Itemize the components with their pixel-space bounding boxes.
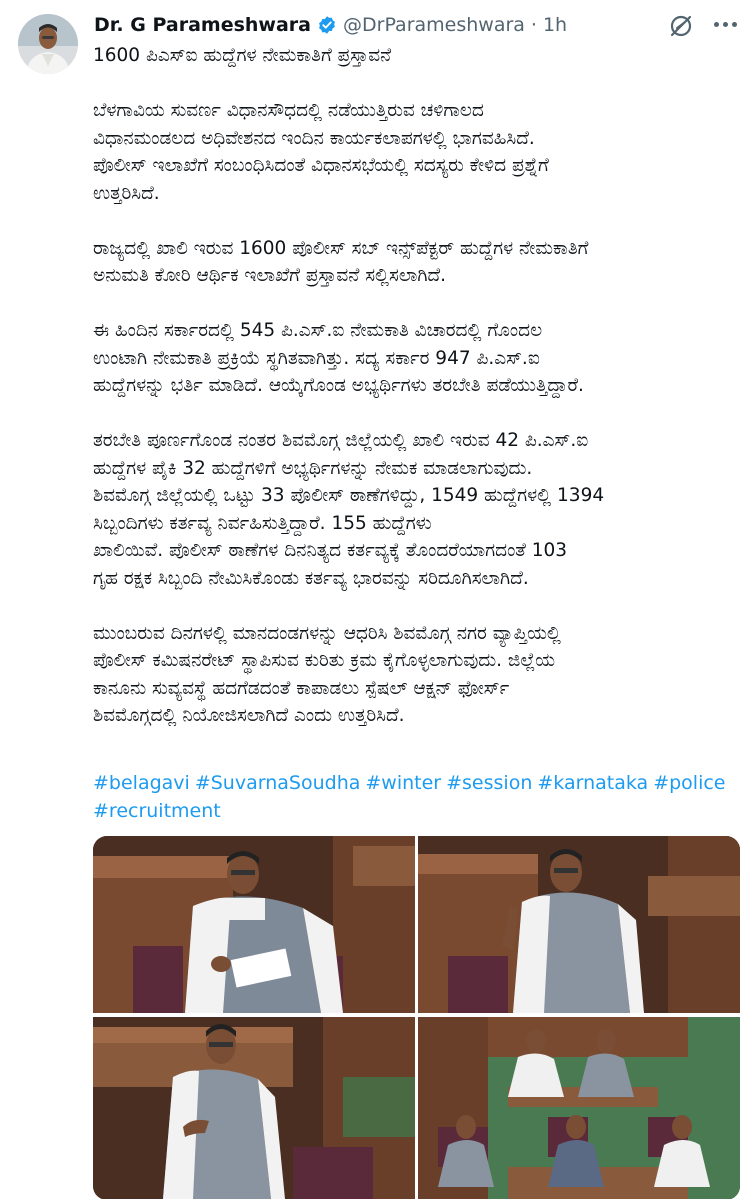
media-photo[interactable] xyxy=(418,1017,740,1199)
hashtag-link[interactable]: #recruitment xyxy=(93,800,221,822)
post-paragraph: ಬೆಳಗಾವಿಯ ಸುವರ್ಣ ವಿಧಾನಸೌಧದಲ್ಲಿ ನಡೆಯುತ್ತಿರುವ ಚಳಿಗಾಲದ ವಿಧಾನಮಂಡಲದ ಅಧಿವೇಶನದ ಇಂದಿನ ಕಾರ್ಯಕಲಾಪಗಳಲ್ಲಿ ಭಾಗವಹಿಸಿದೆ. ಪೊಲೀಸ್ ಇಲಾಖೆಗೆ ಸಂಬಂಧಿಸಿದಂತೆ ವಿಧಾನಸಭೆಯಲ್ಲಿ ಸದಸ್ಯರು ಕೇಳಿದ ಪ್ರಶ್ನೆಗೆ ಉತ್ತರಿಸಿದೆ. xyxy=(93,100,549,204)
tweet-header xyxy=(94,10,567,40)
author-handle[interactable]: @DrParameshwara xyxy=(343,14,525,36)
post-time[interactable]: 1h xyxy=(542,14,568,36)
hashtag-list xyxy=(93,769,745,825)
hashtag-link[interactable]: #session xyxy=(446,772,533,794)
post-paragraph: ರಾಜ್ಯದಲ್ಲಿ ಖಾಲಿ ಇರುವ 1600 ಪೊಲೀಸ್ ಸಬ್ ಇನ್ಸ್‌ಪೆಕ್ಟರ್ ಹುದ್ದೆಗಳ ನೇಮಕಾತಿಗೆ ಅನುಮತಿ ಕೋರಿ ಆರ್ಥಿಕ ಇಲಾಖೆಗೆ ಪ್ರಸ್ತಾವನೆ ಸಲ್ಲಿಸಲಾಗಿದೆ. xyxy=(93,237,589,286)
grok-icon[interactable] xyxy=(668,13,694,39)
hashtag-link[interactable]: #police xyxy=(653,772,726,794)
verified-badge-icon xyxy=(317,15,337,35)
hashtag-link[interactable]: #SuvarnaSoudha xyxy=(194,772,361,794)
media-photo[interactable] xyxy=(418,836,740,1013)
post-paragraph: ಈ ಹಿಂದಿನ ಸರ್ಕಾರದಲ್ಲಿ 545 ಪಿ.ಎಸ್.ಐ ನೇಮಕಾತಿ ವಿಚಾರದಲ್ಲಿ ಗೊಂದಲ ಉಂಟಾಗಿ ನೇಮಕಾತಿ ಪ್ರಕ್ರಿಯೆ ಸ್ಥಗಿತವಾಗಿತ್ತು. ಸದ್ಯ ಸರ್ಕಾರ 947 ಪಿ.ಎಸ್.ಐ ಹುದ್ದೆಗಳನ್ನು ಭರ್ತಿ ಮಾಡಿದೆ. ಆಯ್ಕೆಗೊಂಡ ಅಭ್ಯರ್ಥಿಗಳು ತರಬೇತಿ ಪಡೆಯುತ್ತಿದ್ದಾರೆ. xyxy=(93,320,584,396)
media-photo[interactable] xyxy=(93,836,415,1013)
post-paragraph: ತರಬೇತಿ ಪೂರ್ಣಗೊಂಡ ನಂತರ ಶಿವಮೊಗ್ಗ ಜಿಲ್ಲೆಯಲ್ಲಿ ಖಾಲಿ ಇರುವ 42 ಪಿ.ಎಸ್.ಐ ಹುದ್ದೆಗಳ ಪೈಕಿ 32 ಹುದ್ದೆಗಳಿಗೆ ಅಭ್ಯರ್ಥಿಗಳನ್ನು ನೇಮಕ ಮಾಡಲಾಗುವುದು. ಶಿವಮೊಗ್ಗ ಜಿಲ್ಲೆಯಲ್ಲಿ ಒಟ್ಟು 33 ಪೊಲೀಸ್ ಠಾಣೆಗಳಿದ್ದು, 1549 ಹುದ್ದೆಗಳಲ್ಲಿ 1394 ಸಿಬ್ಬಂದಿಗಳು ಕರ್ತವ್ಯ ನಿರ್ವಹಿಸುತ್ತಿದ್ದಾರೆ. 155 ಹುದ್ದೆಗಳು ಖಾಲಿಯಿವೆ. ಪೊಲೀಸ್ ಠಾಣೆಗಳ ದಿನನಿತ್ಯದ ಕರ್ತವ್ಯಕ್ಕೆ ತೊಂದರೆಯಾಗದಂತೆ 103 ಗೃಹ ರಕ್ಷಕ ಸಿಬ್ಬಂದಿ ನೇಮಿಸಿಕೊಂಡು ಕರ್ತವ್ಯ ಭಾರವನ್ನು ಸರಿದೂಗಿಸಲಾಗಿದೆ. xyxy=(93,430,605,589)
avatar[interactable] xyxy=(18,14,78,74)
tweet-text xyxy=(93,42,745,730)
hashtag-link[interactable]: #winter xyxy=(365,772,442,794)
header-separator: · xyxy=(530,14,537,36)
media-grid xyxy=(93,836,740,1200)
hashtag-link[interactable]: #karnataka xyxy=(537,772,649,794)
author-name[interactable]: Dr. G Parameshwara xyxy=(94,14,311,36)
media-photo[interactable] xyxy=(93,1017,415,1199)
more-options-icon[interactable] xyxy=(714,12,737,37)
hashtag-link[interactable]: #belagavi xyxy=(93,772,190,794)
post-paragraph: ಮುಂಬರುವ ದಿನಗಳಲ್ಲಿ ಮಾನದಂಡಗಳನ್ನು ಆಧರಿಸಿ ಶಿವಮೊಗ್ಗ ನಗರ ವ್ಯಾಪ್ತಿಯಲ್ಲಿ ಪೊಲೀಸ್ ಕಮಿಷನರೇಟ್ ಸ್ಥಾಪಿಸುವ ಕುರಿತು ಕ್ರಮ ಕೈಗೊಳ್ಳಲಾಗುವುದು. ಜಿಲ್ಲೆಯ ಕಾನೂನು ಸುವ್ಯವಸ್ಥೆ ಹದಗೆಡದಂತೆ ಕಾಪಾಡಲು ಸ್ಪೆಷಲ್ ಆಕ್ಷನ್ ಫೋರ್ಸ್ ಶಿವಮೊಗ್ಗದಲ್ಲಿ ನಿಯೋಜಿಸಲಾಗಿದೆ ಎಂದು ಉತ್ತರಿಸಿದೆ. xyxy=(93,622,561,726)
avatar-image xyxy=(18,14,78,74)
post-title: 1600 ಪಿಎಸ್ಐ ಹುದ್ದೆಗಳ ನೇಮಕಾತಿಗೆ ಪ್ರಸ್ತಾವನೆ xyxy=(93,45,392,66)
